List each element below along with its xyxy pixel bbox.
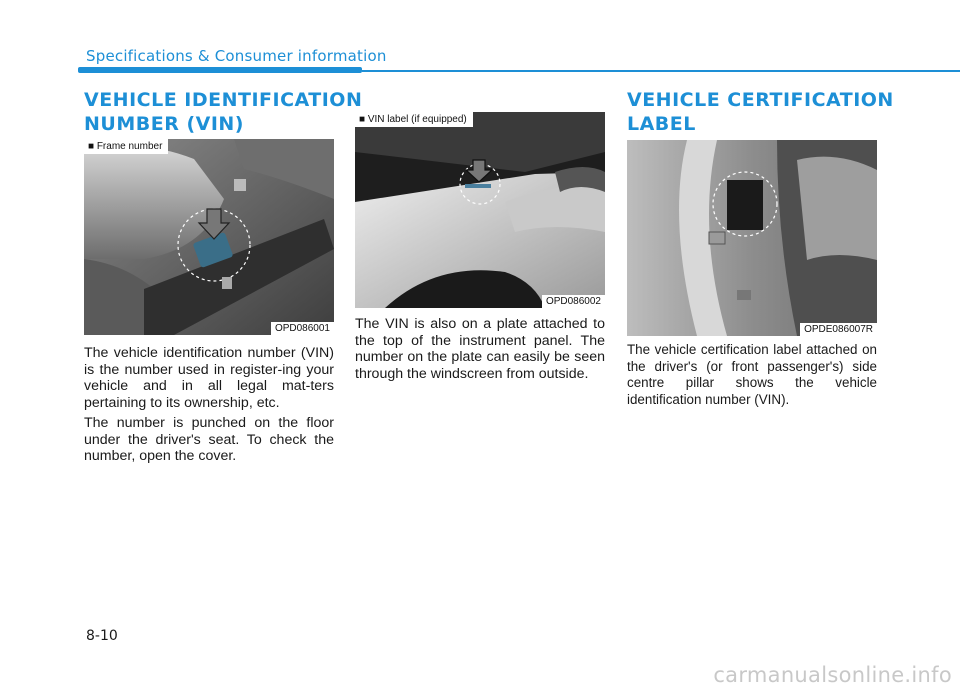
vin-heading-line1: VEHICLE IDENTIFICATION [84, 89, 363, 111]
certification-heading-line2: LABEL [627, 113, 696, 135]
watermark: carmanualsonline.info [713, 663, 952, 687]
certification-heading-line1: VEHICLE CERTIFICATION [627, 89, 894, 111]
vin-paragraph-2: The number is punched on the floor under the driver's seat. To check the number, open the cover. [84, 415, 334, 465]
vin-label-caption: ■ VIN label (if equipped) [355, 112, 473, 127]
vin-plate-paragraph: The VIN is also on a plate attached to the top of the instrument panel. The number on the plate can easily be seen through the windscreen from outside. [355, 316, 605, 382]
certification-paragraph: The vehicle certification label attached on the driver's (or front passenger's) side centre pillar shows the vehicle identification number (VIN). [627, 342, 877, 407]
frame-number-figure-code: OPD086001 [271, 322, 334, 335]
certification-label-photo [627, 140, 877, 336]
vin-label-figure-code: OPD086002 [542, 295, 605, 308]
header-rule-thick [78, 67, 362, 73]
certification-heading [627, 88, 894, 136]
page-number: 8-10 [86, 628, 118, 644]
vin-label-photo [355, 112, 605, 308]
certification-label-figure-code: OPDE086007R [800, 323, 877, 336]
section-title: Specifications & Consumer information [86, 47, 387, 65]
frame-number-photo [84, 139, 334, 335]
vin-heading [84, 88, 362, 136]
header-rule-thin [362, 70, 960, 72]
vin-paragraph-1: The vehicle identification number (VIN) is the number used in register-ing your vehicle and in all legal mat-ters pertaining to its ownership, etc. [84, 345, 334, 411]
vin-heading-line2: NUMBER (VIN) [84, 113, 244, 135]
frame-number-caption: ■ Frame number [84, 139, 168, 154]
